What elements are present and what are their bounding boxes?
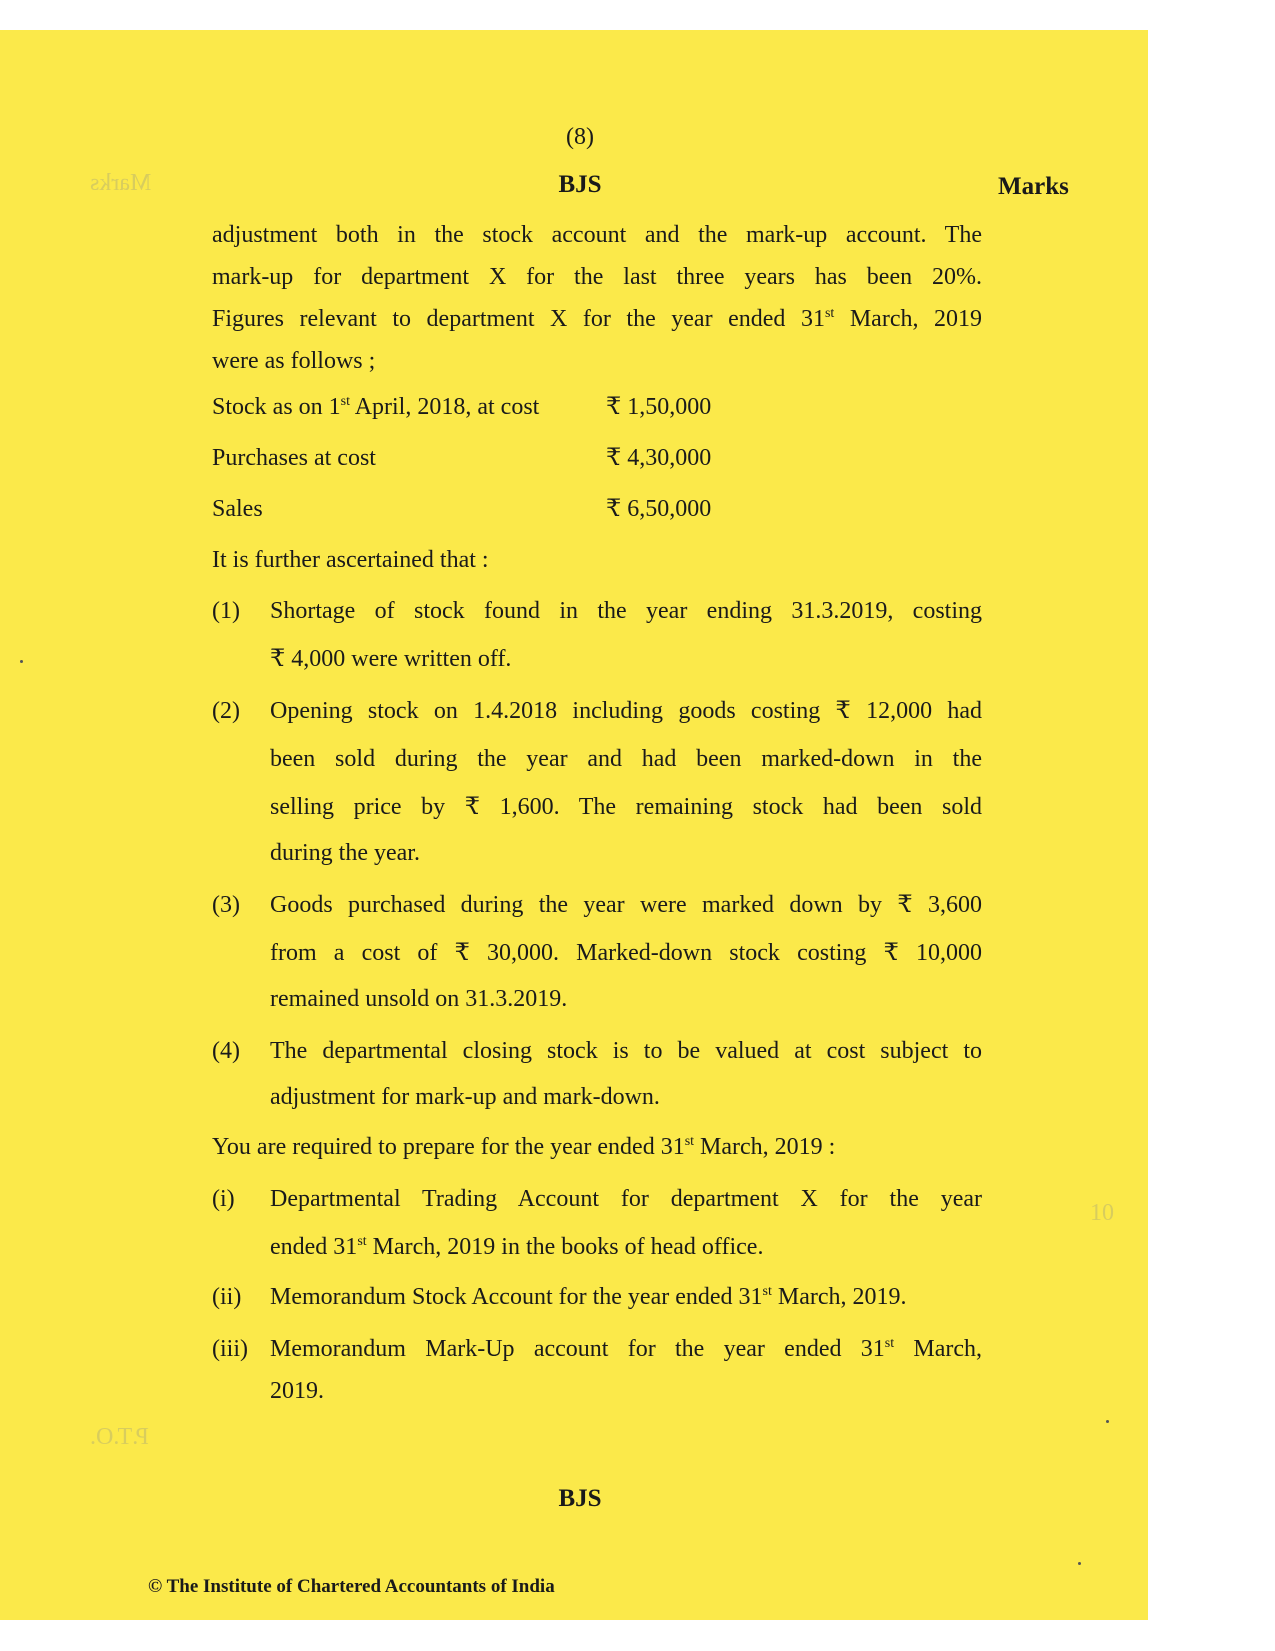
copyright-notice: © The Institute of Chartered Accountants of India bbox=[148, 1576, 555, 1597]
bleed-through-text: Marks bbox=[90, 170, 152, 196]
marks-column-label: Marks bbox=[998, 173, 1069, 200]
point-number: (1) bbox=[212, 598, 240, 624]
point-line: The departmental closing stock is to be valued at cost subject to bbox=[270, 1038, 982, 1064]
footer-paper-code: BJS bbox=[558, 1485, 602, 1512]
task-line: Memorandum Stock Account for the year ended 31st March, 2019. bbox=[270, 1284, 907, 1310]
bleed-through-text: P.T.O. bbox=[90, 1424, 149, 1450]
point-line: remained unsold on 31.3.2019. bbox=[270, 986, 568, 1012]
task-line: 2019. bbox=[270, 1378, 324, 1404]
intro-line: Figures relevant to department X for the year ended 31st March, 2019 bbox=[212, 306, 982, 332]
point-line: selling price by ₹ 1,600. The remaining stock had been sold bbox=[270, 794, 982, 820]
point-line: from a cost of ₹ 30,000. Marked-down stock costing ₹ 10,000 bbox=[270, 940, 982, 966]
scan-speck bbox=[1106, 1420, 1109, 1423]
figure-value: ₹ 1,50,000 bbox=[606, 394, 712, 420]
figure-label: Purchases at cost bbox=[212, 445, 376, 471]
figure-label: Stock as on 1st April, 2018, at cost bbox=[212, 394, 540, 420]
point-line: during the year. bbox=[270, 840, 420, 866]
task-line: ended 31st March, 2019 in the books of head office. bbox=[270, 1234, 764, 1260]
task-number: (iii) bbox=[212, 1336, 248, 1362]
required-heading: You are required to prepare for the year ended 31st March, 2019 : bbox=[212, 1134, 836, 1160]
intro-line: were as follows ; bbox=[212, 348, 376, 374]
point-line: Goods purchased during the year were marked down by ₹ 3,600 bbox=[270, 892, 982, 918]
figure-value: ₹ 6,50,000 bbox=[606, 496, 712, 522]
header-paper-code: BJS bbox=[558, 171, 602, 198]
point-line: Shortage of stock found in the year ending 31.3.2019, costing bbox=[270, 598, 982, 624]
point-line: Opening stock on 1.4.2018 including goods costing ₹ 12,000 had bbox=[270, 698, 982, 724]
task-number: (ii) bbox=[212, 1284, 242, 1310]
ascertained-heading: It is further ascertained that : bbox=[212, 547, 489, 573]
point-number: (4) bbox=[212, 1038, 240, 1064]
intro-line: mark-up for department X for the last three years has been 20%. bbox=[212, 264, 982, 290]
task-number: (i) bbox=[212, 1186, 235, 1212]
task-line: Memorandum Mark-Up account for the year ended 31st March, bbox=[270, 1336, 983, 1362]
point-line: been sold during the year and had been marked-down in the bbox=[270, 746, 982, 772]
page-number: (8) bbox=[566, 124, 594, 150]
task-line: Departmental Trading Account for department X for the year bbox=[270, 1186, 982, 1212]
figure-label: Sales bbox=[212, 496, 263, 522]
point-number: (2) bbox=[212, 698, 240, 724]
bleed-through-text: 10 bbox=[1090, 1200, 1114, 1226]
scan-speck bbox=[20, 660, 23, 663]
point-number: (3) bbox=[212, 892, 240, 918]
figure-value: ₹ 4,30,000 bbox=[606, 445, 712, 471]
scan-speck bbox=[1078, 1562, 1081, 1565]
point-line: adjustment for mark-up and mark-down. bbox=[270, 1084, 660, 1110]
intro-line: adjustment both in the stock account and the mark-up account. The bbox=[212, 222, 982, 248]
point-line: ₹ 4,000 were written off. bbox=[270, 646, 512, 672]
